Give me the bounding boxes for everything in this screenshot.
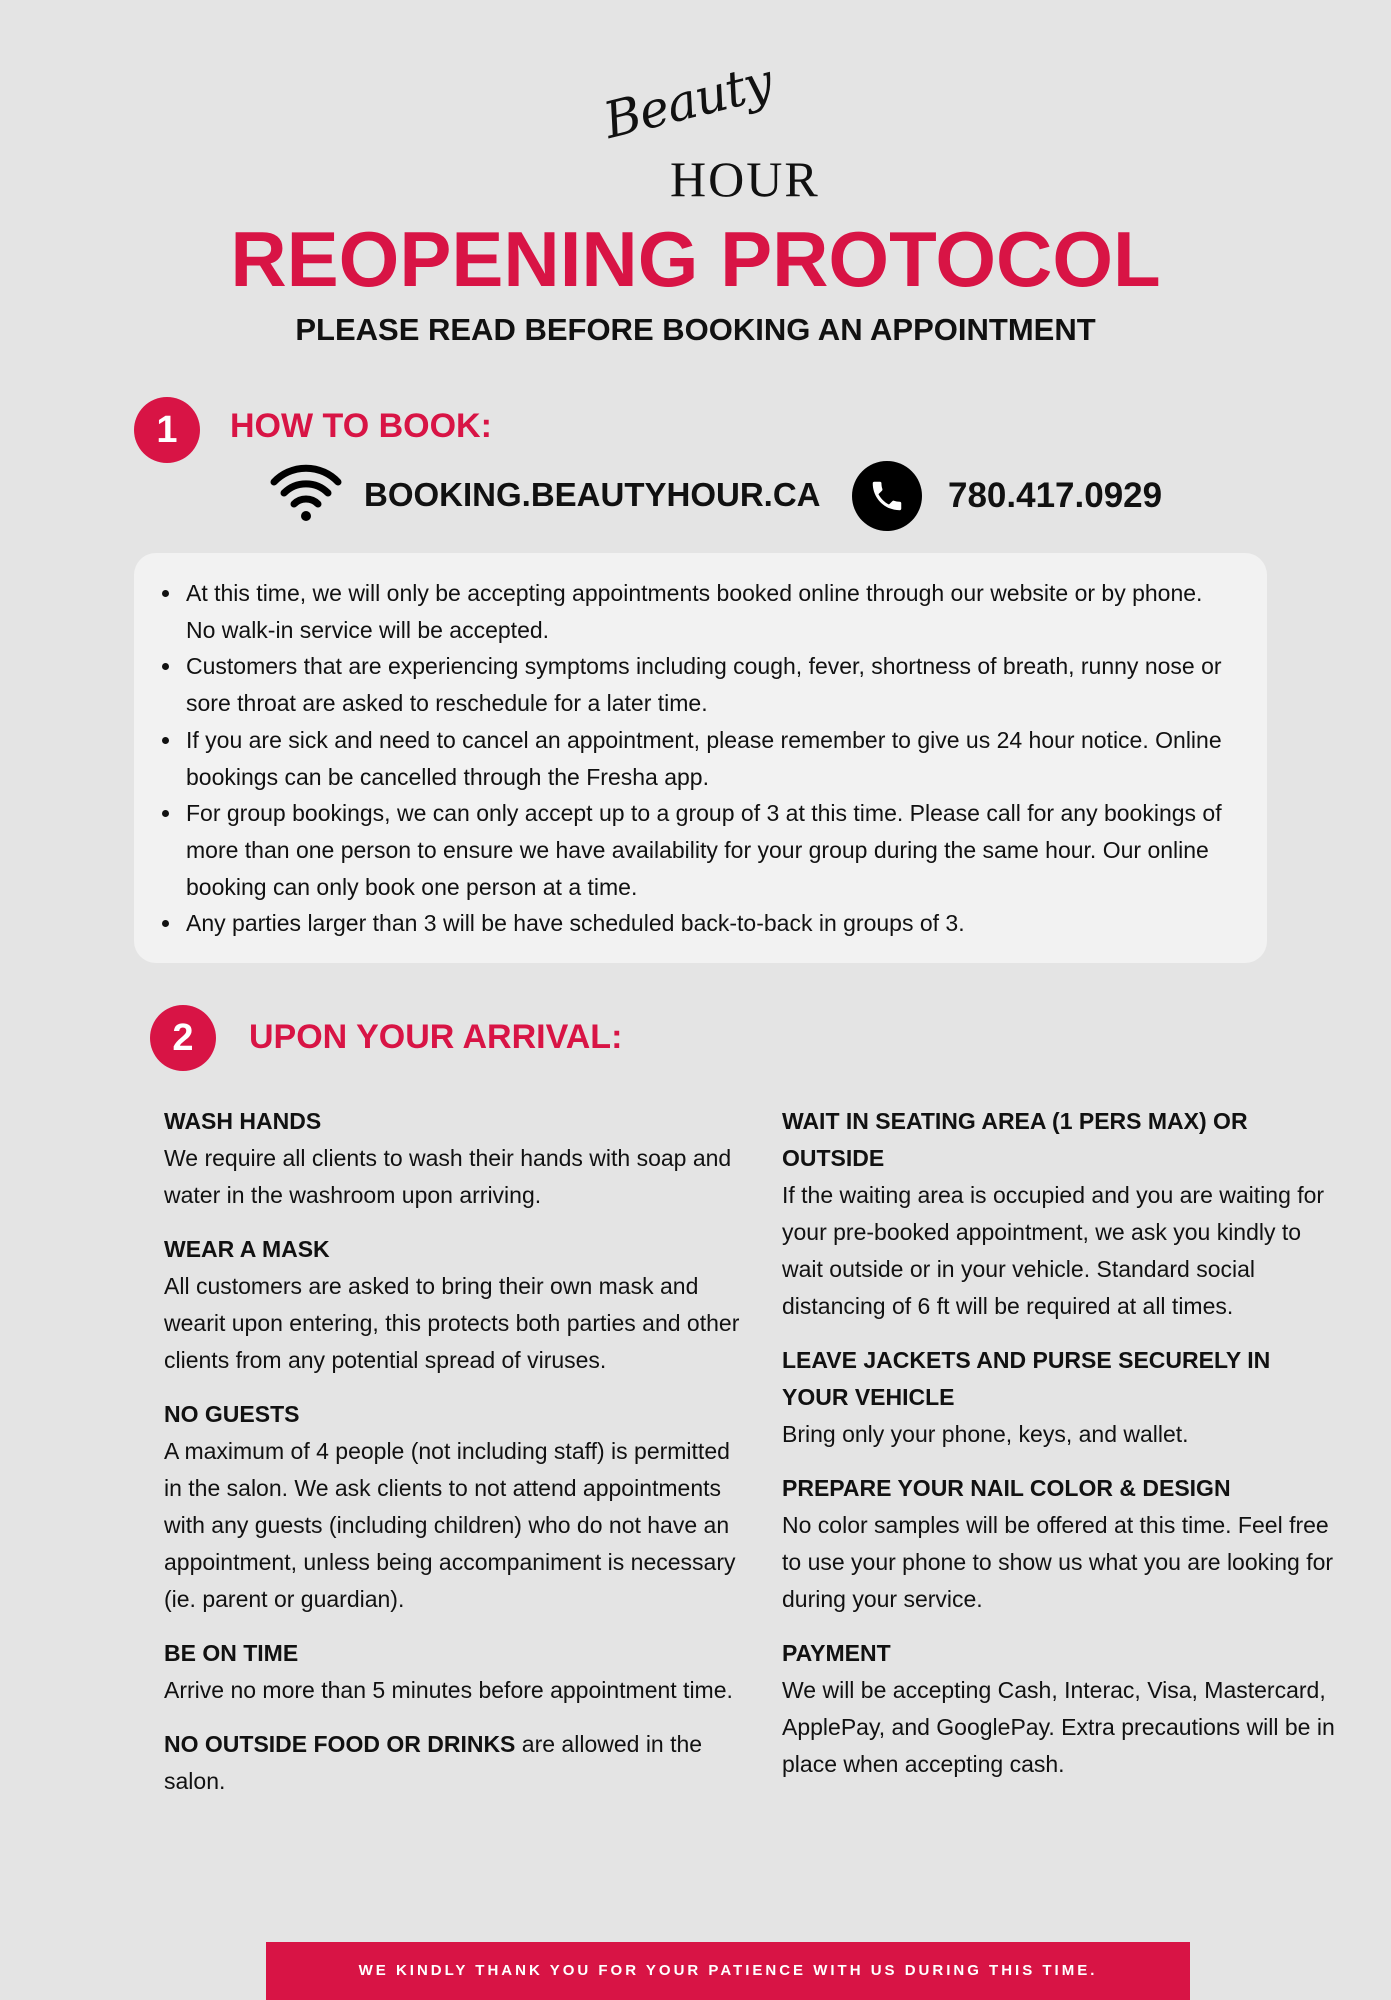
rule-heading: WEAR A MASK	[164, 1236, 330, 1262]
rule-waiting-area	[782, 1103, 1342, 1325]
list-item: Customers that are experiencing symptoms including cough, fever, shortness of breath, runny nose or sore throat are asked to reschedule for a later time.	[186, 648, 1237, 721]
phone-icon	[852, 461, 922, 531]
phone-text: 780.417.0929	[948, 476, 1163, 515]
list-item: If you are sick and need to cancel an appointment, please remember to give us 24 hour notice. Online bookings can be cancelled through the Fresha app.	[186, 722, 1237, 795]
logo-main-text: HOUR	[670, 151, 820, 207]
list-item: At this time, we will only be accepting appointments booked online through our website or by phone. No walk-in service will be accepted.	[186, 575, 1237, 648]
list-item: For group bookings, we can only accept up to a group of 3 at this time. Please call for any bookings of more than one person to ensure we have availability for your group during the same hour. Our online booking can only book one person at a time.	[186, 795, 1237, 905]
rule-text: Arrive no more than 5 minutes before appointment time.	[164, 1677, 733, 1703]
website-text: BOOKING.BEAUTYHOUR.CA	[364, 475, 821, 513]
page-title: REOPENING PROTOCOL	[230, 215, 1161, 303]
arrival-rules-left-column	[164, 1103, 744, 1817]
list-item: Any parties larger than 3 will be have scheduled back-to-back in groups of 3.	[186, 905, 1237, 942]
rule-text: All customers are asked to bring their own mask and wearit upon entering, this protects both parties and other clients from any potential spread of viruses.	[164, 1273, 740, 1373]
footer-banner: WE KINDLY THANK YOU FOR YOUR PATIENCE WITH US DURING THIS TIME.	[266, 1942, 1190, 2000]
brand-logo	[597, 52, 850, 212]
wifi-icon	[270, 462, 342, 527]
rule-no-outside-food	[164, 1726, 744, 1800]
booking-phone[interactable]	[852, 461, 1162, 531]
rule-leave-jackets	[782, 1342, 1342, 1453]
booking-website[interactable]	[270, 462, 821, 527]
booking-rules-card	[134, 553, 1267, 963]
section-title-how-to-book: HOW TO BOOK:	[230, 407, 492, 445]
rule-text: We will be accepting Cash, Interac, Visa, Mastercard, ApplePay, and GooglePay. Extra precautions will be in place when accepting cash.	[782, 1677, 1335, 1777]
step-number-1: 1	[134, 397, 200, 463]
rule-wash-hands	[164, 1103, 744, 1214]
step-number-2: 2	[150, 1005, 216, 1071]
booking-rules-list	[160, 575, 1237, 942]
rule-heading: NO GUESTS	[164, 1401, 300, 1427]
rule-heading: PREPARE YOUR NAIL COLOR & DESIGN	[782, 1475, 1231, 1501]
rule-heading: WASH HANDS	[164, 1108, 322, 1134]
rule-heading: LEAVE JACKETS AND PURSE SECURELY IN YOUR VEHICLE	[782, 1347, 1271, 1410]
rule-text: We require all clients to wash their hands with soap and water in the washroom upon arriving.	[164, 1145, 732, 1208]
rule-text: are allowed in the salon.	[164, 1731, 703, 1794]
rule-payment	[782, 1635, 1342, 1783]
rule-wear-mask	[164, 1231, 744, 1379]
rule-heading: WAIT IN SEATING AREA (1 PERS MAX) OR OUTSIDE	[782, 1108, 1248, 1171]
page-subtitle: PLEASE READ BEFORE BOOKING AN APPOINTMENT	[295, 312, 1096, 347]
rule-nail-color	[782, 1470, 1342, 1618]
rule-text: A maximum of 4 people (not including staff) is permitted in the salon. We ask clients to not attend appointments with any guests (including children) who do not have an appointment, unless being accompaniment is necessary (ie. parent or guardian).	[164, 1438, 736, 1612]
rule-heading: BE ON TIME	[164, 1640, 299, 1666]
rule-text: No color samples will be offered at this time. Feel free to use your phone to show us what you are looking for during your service.	[782, 1512, 1334, 1612]
rule-heading: PAYMENT	[782, 1640, 891, 1666]
rule-no-guests	[164, 1396, 744, 1618]
arrival-rules-right-column	[782, 1103, 1342, 1800]
logo-script-text: Beauty	[597, 52, 778, 150]
rule-text: Bring only your phone, keys, and wallet.	[782, 1421, 1189, 1447]
rule-be-on-time	[164, 1635, 744, 1709]
rule-text: If the waiting area is occupied and you are waiting for your pre-booked appointment, we ask you kindly to wait outside or in your vehicle. Standard social distancing of 6 ft will be required at all times.	[782, 1182, 1325, 1319]
rule-heading-inline: NO OUTSIDE FOOD OR DRINKS	[164, 1731, 516, 1757]
section-title-upon-arrival: UPON YOUR ARRIVAL:	[249, 1018, 623, 1056]
